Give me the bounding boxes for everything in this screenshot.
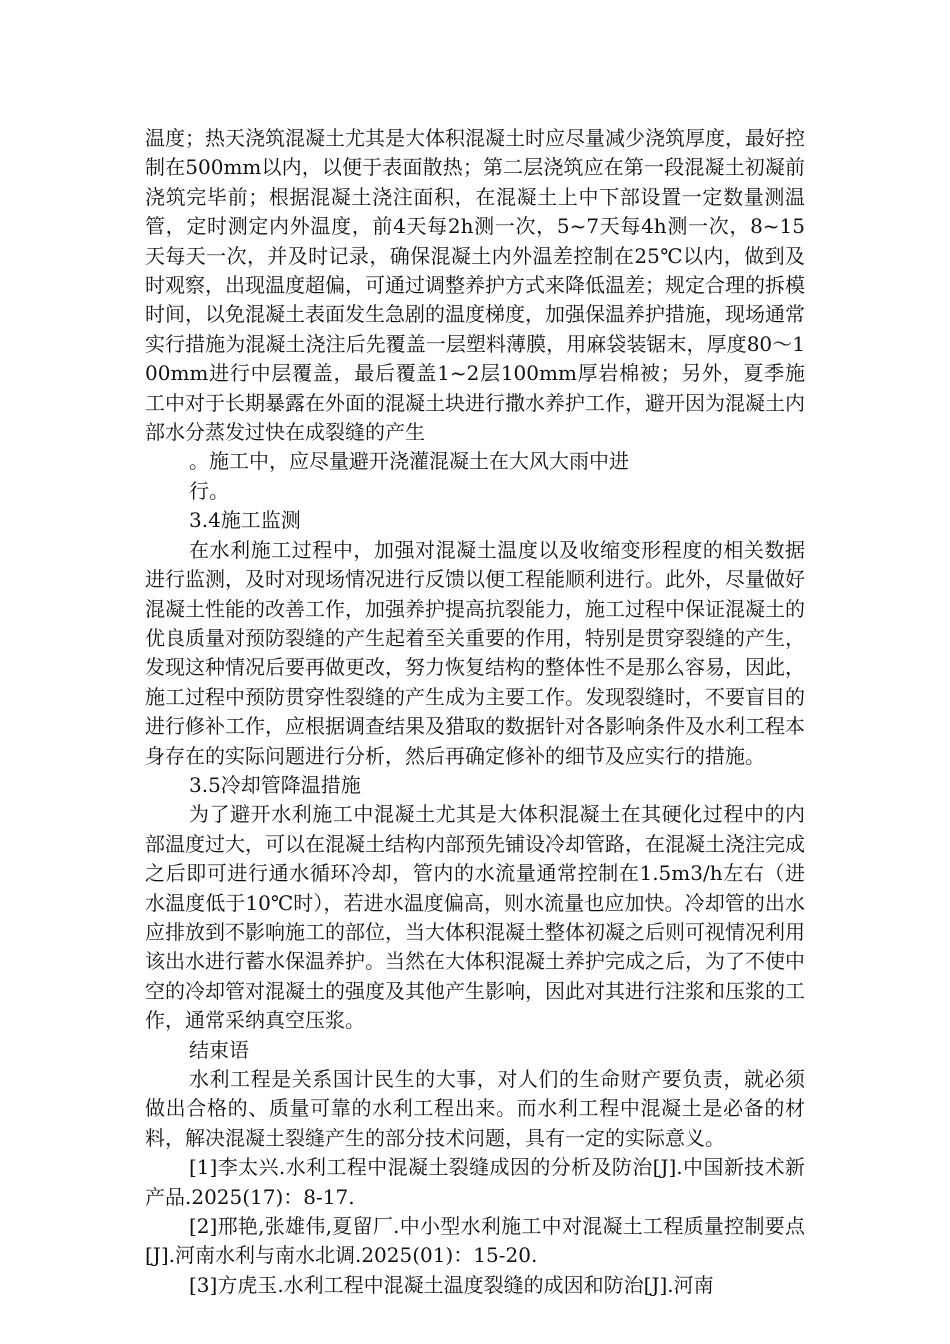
reference-2: [2]邢艳,张雄伟,夏留厂.中小型水利施工中对混凝土工程质量控制要点[J].河南水利与南水北调.2025(01)：15-20. [145, 1214, 805, 1268]
section-heading-cooling-pipe: 3.5冷却管降温措施 [189, 772, 361, 797]
reference-1: [1]李太兴.水利工程中混凝土裂缝成因的分析及防治[J].中国新技术新产品.2025(17)：8-17. [145, 1155, 805, 1209]
section-heading-conclusion: 结束语 [189, 1037, 249, 1062]
section-heading-monitoring: 3.4施工监测 [189, 508, 301, 533]
paragraph-weather-note-end: 行。 [189, 478, 229, 503]
paragraph-temperature-control: 温度；热天浇筑混凝土尤其是大体积混凝土时应尽量减少浇筑厚度，最好控制在500mm以内，以便于表面散热；第二层浇筑应在第一段混凝土初凝前浇筑完毕前；根据混凝土浇注面积，在混凝土上中下部设置一定数量测温管，定时测定内外温度，前4天每2h测一次，5~7天每4h测一次，8~15天每天一次，并及时记录，确保混凝土内外温差控制在25℃以内，做到及时观察，出现温度超偏，可通过调整养护方式来降低温差；规定合理的拆模时间，以免混凝土表面发生急剧的温度梯度，加强保温养护措施，现场通常实行措施为混凝土浇注后先覆盖一层塑料薄膜，用麻袋装锯末，厚度80～100mm进行中层覆盖，最后覆盖1~2层100mm厚岩棉被；另外，夏季施工中对于长期暴露在外面的混凝土块进行撒水养护工作，避开因为混凝土内部水分蒸发过快在成裂缝的产生 [145, 126, 805, 445]
paragraph-conclusion: 水利工程是关系国计民生的大事，对人们的生命财产要负责，就必须做出合格的、质量可靠的水利工程出来。而水利工程中混凝土是必备的材料，解决混凝土裂缝产生的部分技术问题，具有一定的实际意义。 [145, 1067, 805, 1150]
paragraph-cooling-pipe: 为了避开水利施工中混凝土尤其是大体积混凝土在其硬化过程中的内部温度过大，可以在混凝土结构内部预先铺设冷却管路，在混凝土浇注完成之后即可进行通水循环冷却，管内的水流量通常控制在1.5m3/h左右（进水温度低于10℃时），若进水温度偏高，则水流量也应加快。冷却管的出水应排放到不影响施工的部位，当大体积混凝土整体初凝之后则可视情况利用该出水进行蓄水保温养护。当然在大体积混凝土养护完成之后，为了不使中空的冷却管对混凝土的强度及其他产生影响，因此对其进行注浆和压浆的工作，通常采纳真空压浆。 [145, 802, 805, 1033]
paragraph-monitoring: 在水利施工过程中，加强对混凝土温度以及收缩变形程度的相关数据进行监测，及时对现场情况进行反馈以便工程能顺利进行。此外，尽量做好混凝土性能的改善工作，加强养护提高抗裂能力，施工过程中保证混凝土的优良质量对预防裂缝的产生起着至关重要的作用，特别是贯穿裂缝的产生，发现这种情况后要再做更改，努力恢复结构的整体性不是那么容易，因此，施工过程中预防贯穿性裂缝的产生成为主要工作。发现裂缝时，不要盲目的进行修补工作，应根据调查结果及猎取的数据针对各影响条件及水利工程本身存在的实际问题进行分析，然后再确定修补的细节及应实行的措施。 [145, 537, 805, 768]
reference-3: [3]方虎玉.水利工程中混凝土温度裂缝的成因和防治[J].河南 [189, 1272, 714, 1297]
paragraph-weather-note: 。施工中，应尽量避开浇灌混凝土在大风大雨中进 [189, 449, 629, 474]
document-page [145, 124, 805, 1300]
